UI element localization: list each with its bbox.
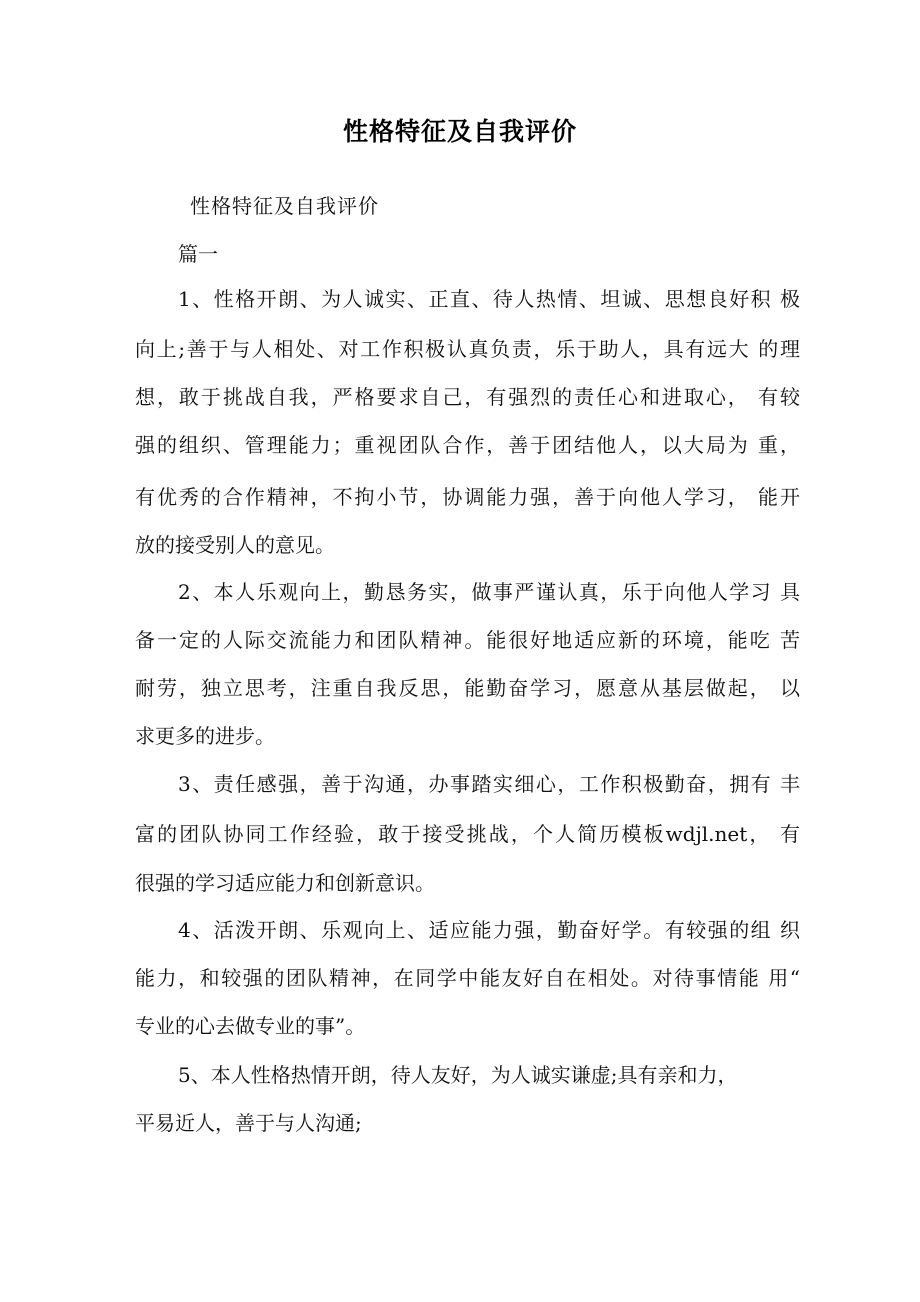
paragraph-line: 平易近人，善于与人沟通;	[135, 1111, 362, 1135]
paragraph-line: 富的团队协同工作经验，敢于接受挑战，个人简历模板wdjl.net， 有	[135, 822, 800, 846]
paragraph-line: 很强的学习适应能力和创新意识。	[135, 871, 435, 895]
paragraph-line: 3、责任感强，善于沟通，办事踏实细心，工作积极勤奋，拥有 丰	[178, 772, 800, 796]
paragraph-line: 2、本人乐观向上，勤恳务实，做事严谨认真，乐于向他人学习 具	[178, 580, 800, 604]
paragraph-line: 专业的心去做专业的事”。	[135, 1014, 366, 1038]
paragraph-line: 5、本人性格热情开朗，待人友好，为人诚实谦虚;具有亲和力，	[178, 1063, 738, 1087]
paragraph-line: 强的组织、管理能力；重视团队合作，善于团结他人，以大局为 重，	[135, 433, 800, 457]
paragraph-line: 有优秀的合作精神，不拘小节，协调能力强，善于向他人学习， 能开	[135, 485, 800, 509]
paragraph-line: 4、活泼开朗、乐观向上、适应能力强，勤奋好学。有较强的组 织	[178, 918, 800, 942]
paragraph-line: 能力，和较强的团队精神，在同学中能友好自在相处。对待事情能 用“	[135, 966, 800, 990]
paragraph-line: 备一定的人际交流能力和团队精神。能很好地适应新的环境，能吃 苦	[135, 628, 800, 652]
paragraph-line: 放的接受别人的意见。	[135, 533, 335, 557]
paragraph-line: 向上;善于与人相处、对工作积极认真负责，乐于助人，具有远大 的理	[135, 337, 800, 361]
paragraph-line: 求更多的进步。	[135, 724, 275, 748]
document-title: 性格特征及自我评价	[342, 117, 577, 146]
paragraph-line: 想，敢于挑战自我，严格要求自己，有强烈的责任心和进取心， 有较	[135, 385, 800, 409]
paragraph-line: 1、性格开朗、为人诚实、正直、待人热情、坦诚、思想良好积 极	[178, 287, 800, 311]
section-label: 篇一	[178, 242, 218, 266]
paragraph-line: 耐劳，独立思考，注重自我反思，能勤奋学习，愿意从基层做起， 以	[135, 676, 800, 700]
document-subtitle: 性格特征及自我评价	[190, 194, 379, 218]
